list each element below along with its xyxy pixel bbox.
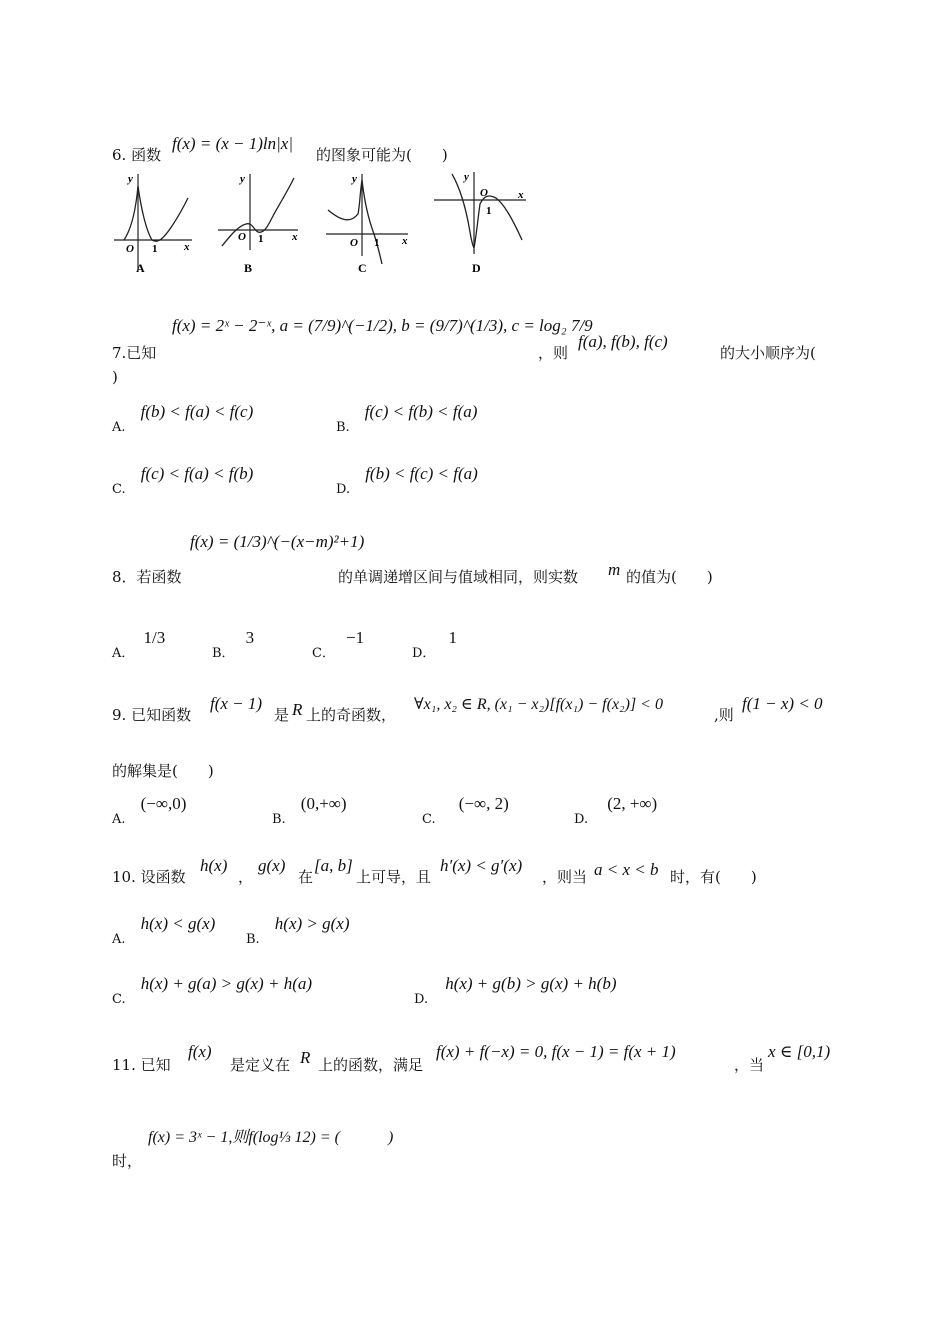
graph-c-label: C xyxy=(358,261,367,275)
q7-number: 7.已知 xyxy=(112,344,157,362)
q10-option-a xyxy=(112,914,216,947)
q8-option-b-letter: B． xyxy=(212,646,235,661)
q10-option-b-letter: B. xyxy=(246,932,260,947)
q10-g: g(x) xyxy=(258,856,286,875)
q10-mid1: 在 xyxy=(298,868,314,886)
q10-option-d-letter: D. xyxy=(414,992,429,1007)
q11-mid2: 上的函数，满足 xyxy=(318,1056,424,1074)
q7-option-a-letter: A. xyxy=(112,420,126,435)
q11-mid3: ，当 xyxy=(734,1056,765,1074)
q9-number: 9. xyxy=(112,706,127,724)
q8-option-c xyxy=(312,628,365,661)
graph-b-origin: O xyxy=(238,231,246,243)
q9-option-a-letter: A. xyxy=(112,812,126,827)
q8-option-c-letter: C． xyxy=(312,646,335,661)
q9-f1: f(x − 1) xyxy=(210,694,263,713)
q10-h: h(x) xyxy=(200,856,228,875)
q7-option-b xyxy=(336,402,478,435)
graph-a-y-label: y xyxy=(128,173,133,185)
graph-c-origin: O xyxy=(350,237,358,249)
q8-option-d-expr: 1 xyxy=(448,628,458,647)
q8-stem-post: 的单调递增区间与值域相同，则实数 xyxy=(338,568,579,586)
q7-option-c-letter: C. xyxy=(112,482,126,497)
graph-d-label: D xyxy=(472,261,481,275)
q10-mid3: ，则当 xyxy=(542,868,588,886)
q8-option-b xyxy=(212,628,255,661)
q9-option-b xyxy=(272,794,347,827)
q6-stem xyxy=(112,144,161,165)
q8-formula: f(x) = (1/3)^(−(x−m)²+1) xyxy=(190,532,365,551)
q10-stem-end: 时，有( ) xyxy=(670,868,757,886)
q7-option-d-expr: f(b) < f(c) < f(a) xyxy=(365,464,478,483)
graph-b-tick: 1 xyxy=(258,233,264,245)
q9-inequality: f(1 − x) < 0 xyxy=(742,694,823,713)
q8-option-d xyxy=(412,628,458,661)
graph-b-x-label: x xyxy=(292,231,298,243)
q9-option-c-letter: C. xyxy=(422,812,436,827)
q7-fvals: f(a), f(b), f(c) xyxy=(578,332,668,351)
q8-option-a xyxy=(112,628,166,661)
q9-line2: 的解集是( ) xyxy=(112,762,214,780)
q9-mid2: 上的奇函数， xyxy=(306,706,397,724)
q10-sep: ， xyxy=(238,868,254,886)
graph-b xyxy=(218,173,298,275)
q9-option-b-letter: B. xyxy=(272,812,286,827)
q10-option-c-expr: h(x) + g(a) > g(x) + h(a) xyxy=(140,974,313,993)
q11-number: 11. xyxy=(112,1056,136,1074)
q7-stem-end: ) xyxy=(112,368,118,386)
q7-option-c xyxy=(112,464,254,497)
q8-option-d-letter: D． xyxy=(412,646,436,661)
q9-condition: ∀x₁, x₂ ∈ R, (x₁ − x₂)[f(x₁) − f(x₂)] < 0 xyxy=(414,696,663,713)
q11-stem xyxy=(112,1054,171,1075)
q10-stem-pre: 设函数 xyxy=(140,868,186,886)
q7-option-d-letter: D. xyxy=(336,482,351,497)
q10-interval: [a, b] xyxy=(314,856,353,875)
q8-option-a-letter: A． xyxy=(112,646,135,661)
q7-option-d xyxy=(336,464,478,497)
q10-condition: h′(x) < g′(x) xyxy=(440,856,523,875)
graph-d xyxy=(434,171,526,275)
q6-stem-pre: 函数 xyxy=(131,146,162,164)
q9-mid1: 是 xyxy=(274,706,290,724)
q6-number: 6. xyxy=(112,146,127,164)
q10-stem xyxy=(112,866,186,887)
graph-a xyxy=(114,173,192,275)
q11-line2: 时， xyxy=(112,1152,143,1170)
q10-option-b-expr: h(x) > g(x) xyxy=(274,914,350,933)
q9-mid3: ,则 xyxy=(714,706,734,724)
graph-d-y-label: y xyxy=(464,171,469,183)
q10-option-d-expr: h(x) + g(b) > g(x) + h(b) xyxy=(445,974,617,993)
q10-option-d xyxy=(414,974,617,1007)
graph-d-tick: 1 xyxy=(486,205,492,217)
graph-a-tick: 1 xyxy=(152,243,158,255)
q8-option-b-expr: 3 xyxy=(245,628,255,647)
q7-formula: f(x) = 2ˣ − 2⁻ˣ, a = (7/9)^(−1/2), b = (9/7)^(1/3), c = log₂ 7/9 xyxy=(172,316,593,335)
q10-option-c xyxy=(112,974,313,1007)
q11-domain: x ∈ [0,1) xyxy=(768,1042,831,1061)
q8-number: 8．若函数 xyxy=(112,568,182,586)
q6-stem-post: 的图象可能为( ) xyxy=(316,146,448,164)
q7-option-b-expr: f(c) < f(b) < f(a) xyxy=(364,402,478,421)
q10-option-a-expr: h(x) < g(x) xyxy=(140,914,216,933)
q10-range: a < x < b xyxy=(594,860,659,879)
graph-b-y-label: y xyxy=(240,173,245,185)
graph-c xyxy=(326,173,408,275)
q9-option-b-expr: (0,+∞) xyxy=(300,794,347,813)
graph-d-origin: O xyxy=(480,187,488,199)
graph-a-origin: O xyxy=(126,243,134,255)
q10-option-c-letter: C. xyxy=(112,992,126,1007)
q10-mid2: 上可导，且 xyxy=(356,868,432,886)
q8-stem-end: 的值为( ) xyxy=(626,568,713,586)
q6-graphs xyxy=(108,168,528,278)
graph-c-curve xyxy=(328,180,382,264)
q7-mid: ，则 xyxy=(538,344,569,362)
q11-formula: f(x) = 3ˣ − 1,则f(log⅓ 12) = ( ) xyxy=(148,1129,394,1146)
q7-option-a-expr: f(b) < f(a) < f(c) xyxy=(140,402,254,421)
q9-stem xyxy=(112,704,191,725)
q9-option-d-expr: (2, +∞) xyxy=(607,794,658,813)
graph-c-y-label: y xyxy=(352,173,357,185)
q9-r: R xyxy=(292,700,303,719)
q7-stem-post: 的大小顺序为( xyxy=(720,344,816,362)
graph-a-label: A xyxy=(136,261,145,275)
q11-mid1: 是定义在 xyxy=(230,1056,291,1074)
q9-option-a-expr: (−∞,0) xyxy=(140,794,187,813)
q11-f: f(x) xyxy=(188,1042,212,1061)
graph-d-x-label: x xyxy=(518,189,524,201)
graph-c-tick: 1 xyxy=(374,237,380,249)
q11-stem-pre: 已知 xyxy=(140,1056,171,1074)
q9-option-c-expr: (−∞, 2) xyxy=(458,794,509,813)
q8-var: m xyxy=(608,560,621,579)
graph-b-label: B xyxy=(244,261,253,275)
q9-option-d-letter: D. xyxy=(574,812,589,827)
q7-option-c-expr: f(c) < f(a) < f(b) xyxy=(140,464,254,483)
q11-condition: f(x) + f(−x) = 0, f(x − 1) = f(x + 1) xyxy=(436,1042,676,1061)
q11-r: R xyxy=(300,1048,311,1067)
graph-a-x-label: x xyxy=(184,241,190,253)
graph-c-x-label: x xyxy=(402,235,408,247)
q6-formula: f(x) = (x − 1)ln|x| xyxy=(172,134,294,153)
q10-option-b xyxy=(246,914,350,947)
q10-option-a-letter: A. xyxy=(112,932,126,947)
q9-stem-pre: 已知函数 xyxy=(131,706,192,724)
q7-option-a xyxy=(112,402,254,435)
q8-option-a-expr: 1/3 xyxy=(143,628,166,647)
q7-option-b-letter: B. xyxy=(336,420,350,435)
q8-option-c-expr: −1 xyxy=(346,628,365,647)
q9-option-a xyxy=(112,794,187,827)
q10-number: 10. xyxy=(112,868,136,886)
q9-option-d xyxy=(574,794,658,827)
q9-option-c xyxy=(422,794,509,827)
graph-a-curve xyxy=(124,186,188,241)
